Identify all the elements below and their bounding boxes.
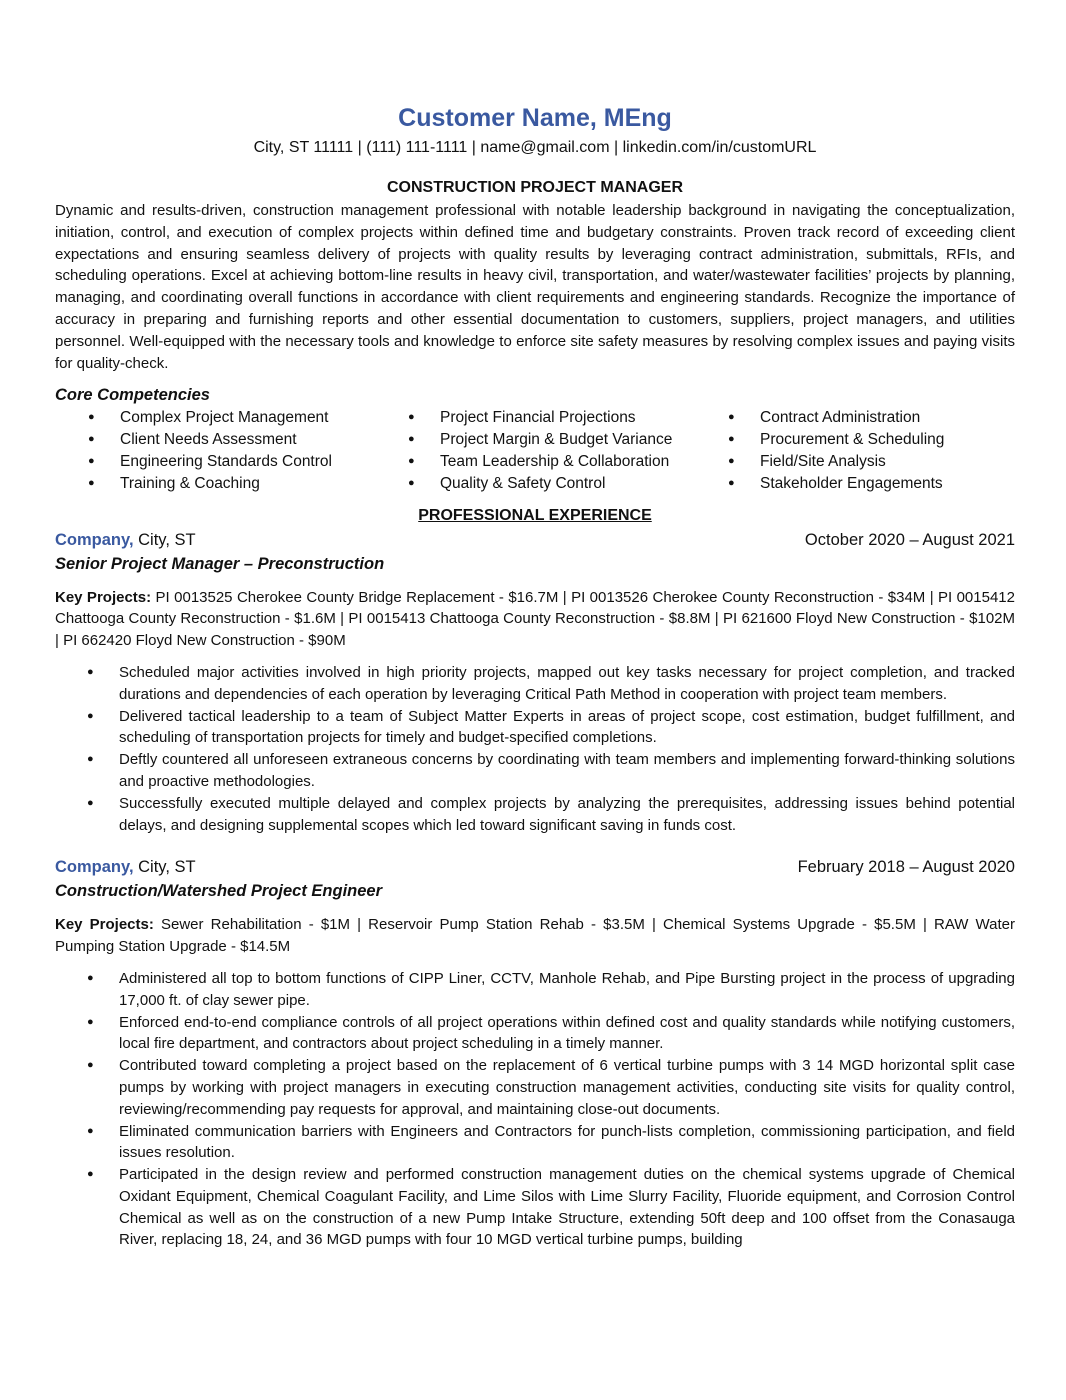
competency-item: ● Client Needs Assessment bbox=[55, 429, 375, 451]
company-name: Company, bbox=[55, 530, 134, 549]
competency-item: ● Project Margin & Budget Variance bbox=[375, 429, 695, 451]
competency-item: ● Quality & Safety Control bbox=[375, 473, 695, 495]
job-bullet: ● Participated in the design review and performed construction management duties on the chemical systems upgrade of Chemical Oxidant Equipment, Chemical Coagulant Facility, and Lime Silos with Lime Slurry Facility, Fluoride equipment, and Corrosion Control Chemical as well as on the construction of a new Pump Intake Structure, extending 50ft deep and 100 offset from the Conasauga River, replacing 18, 24, and 36 MGD pumps with four 10 MGD vertical turbine pumps, building bbox=[55, 1164, 1015, 1251]
job-header bbox=[55, 855, 1015, 879]
job-bullet: ● Successfully executed multiple delayed and complex projects by analyzing the prerequisites, addressing issues behind potential delays, and designing supplemental scopes which led toward significant saving in funds cost. bbox=[55, 793, 1015, 837]
job-bullets bbox=[55, 662, 1015, 836]
competencies-column-3 bbox=[695, 407, 1015, 494]
job-role: Construction/Watershed Project Engineer bbox=[55, 882, 383, 901]
candidate-name: Customer Name, MEng bbox=[398, 104, 672, 132]
competency-item: ● Procurement & Scheduling bbox=[695, 429, 1015, 451]
competencies-column-2 bbox=[375, 407, 695, 494]
key-projects-text: Sewer Rehabilitation - $1M | Reservoir Pump Station Rehab - $3.5M | Chemical Systems Upgrade - $5.5M | RAW Water Pumping Station Upgrade - $14.5M bbox=[55, 916, 1016, 956]
contact-line: City, ST 11111 | (111) 111-1111 | name@gmail.com | linkedin.com/in/customURL bbox=[253, 139, 817, 156]
key-projects bbox=[55, 914, 1015, 958]
summary-paragraph: Dynamic and results-driven, construction management professional with notable leadership background in navigating the conceptualization, initiation, control, and execution of complex projects within defined time and budgetary constraints. Proven track record of exceeding client expectations and ensuring seamless delivery of projects with quality results by leveraging contract administration, submittals, RFIs, and scheduling operations. Excel at achieving bottom-line results in heavy civil, transportation, and water/wastewater facilities’ projects by planning, managing, and coordinating overall functions in accordance with client requirements and engineering standards. Recognize the importance of accuracy in preparing and furnishing reports and other essential documentation to customers, suppliers, project managers, and utilities personnel. Well-equipped with the necessary tools and knowledge to enforce site safety measures by resolving complex issues and paying visits for quality-check. bbox=[55, 202, 1015, 372]
resume-page bbox=[55, 100, 1015, 1251]
competency-item: ● Team Leadership & Collaboration bbox=[375, 451, 695, 473]
key-projects-label: Key Projects: bbox=[55, 916, 154, 934]
job-bullet: ● Enforced end-to-end compliance controls of all project operations within defined cost and quality standards while notifying customers, local fire department, and contractors about project scheduling in a timely manner. bbox=[55, 1012, 1015, 1056]
headline-title: CONSTRUCTION PROJECT MANAGER bbox=[386, 179, 683, 196]
competency-item: ● Engineering Standards Control bbox=[55, 451, 375, 473]
job-company-location bbox=[55, 855, 196, 879]
competency-item: ● Complex Project Management bbox=[55, 407, 375, 429]
key-projects bbox=[55, 587, 1015, 652]
job-entry-1 bbox=[55, 528, 1015, 837]
job-role: Senior Project Manager – Preconstruction bbox=[55, 554, 385, 573]
job-location: City, ST bbox=[133, 530, 196, 549]
job-bullets bbox=[55, 968, 1015, 1251]
job-bullet: ● Eliminated communication barriers with Engineers and Contractors for punch-lists completion, commissioning participation, and field issues resolution. bbox=[55, 1121, 1015, 1165]
job-location: City, ST bbox=[133, 858, 196, 877]
job-header bbox=[55, 528, 1015, 552]
job-bullet: ● Delivered tactical leadership to a team of Subject Matter Experts in areas of project scope, cost estimation, budget fulfillment, and scheduling of transportation projects for timely and budget-specified completions. bbox=[55, 706, 1015, 750]
competency-item: ● Project Financial Projections bbox=[375, 407, 695, 429]
job-bullet: ● Deftly countered all unforeseen extraneous concerns by coordinating with team members and implementing forward-thinking solutions and proactive methodologies. bbox=[55, 749, 1015, 793]
core-competencies-title: Core Competencies bbox=[55, 386, 210, 405]
key-projects-label: Key Projects: bbox=[55, 588, 152, 606]
competency-item: ● Training & Coaching bbox=[55, 473, 375, 495]
job-bullet: ● Scheduled major activities involved in high priority projects, mapped out key tasks necessary for project completion, and tracked durations and dependencies of each operation by leveraging Critical Path Method in cooperation with project team members. bbox=[55, 662, 1015, 706]
competencies-column-1 bbox=[55, 407, 375, 494]
competency-item: ● Stakeholder Engagements bbox=[695, 473, 1015, 495]
job-company-location bbox=[55, 528, 196, 552]
key-projects-text: PI 0013525 Cherokee County Bridge Replacement - $16.7M | PI 0013526 Cherokee County Reconstruction - $34M | PI 0015412 Chattooga County Reconstruction - $1.6M | PI 0015413 Chattooga County Reconstruction - $8.8M | PI 621600 Floyd New Construction - $102M | PI 662420 Floyd New Construction - $90M bbox=[55, 588, 1015, 650]
job-entry-2 bbox=[55, 855, 1015, 1251]
competencies-grid bbox=[55, 407, 1015, 494]
experience-section-title: PROFESSIONAL EXPERIENCE bbox=[418, 506, 652, 524]
company-name: Company, bbox=[55, 858, 134, 877]
job-bullet: ● Contributed toward completing a project based on the replacement of 6 vertical turbine pumps with 3 14 MGD horizontal split case pumps by working with project managers in executing construction management activities, conducting site visits for quality control, reviewing/recommending pay requests for approval, and maintaining close-out documents. bbox=[55, 1055, 1015, 1120]
competency-item: ● Contract Administration bbox=[695, 407, 1015, 429]
job-dates: October 2020 – August 2021 bbox=[804, 530, 1015, 549]
competency-item: ● Field/Site Analysis bbox=[695, 451, 1015, 473]
job-bullet: ● Administered all top to bottom functions of CIPP Liner, CCTV, Manhole Rehab, and Pipe Bursting project in the process of upgrading 17,000 ft. of clay sewer pipe. bbox=[55, 968, 1015, 1012]
job-dates: February 2018 – August 2020 bbox=[797, 858, 1015, 877]
